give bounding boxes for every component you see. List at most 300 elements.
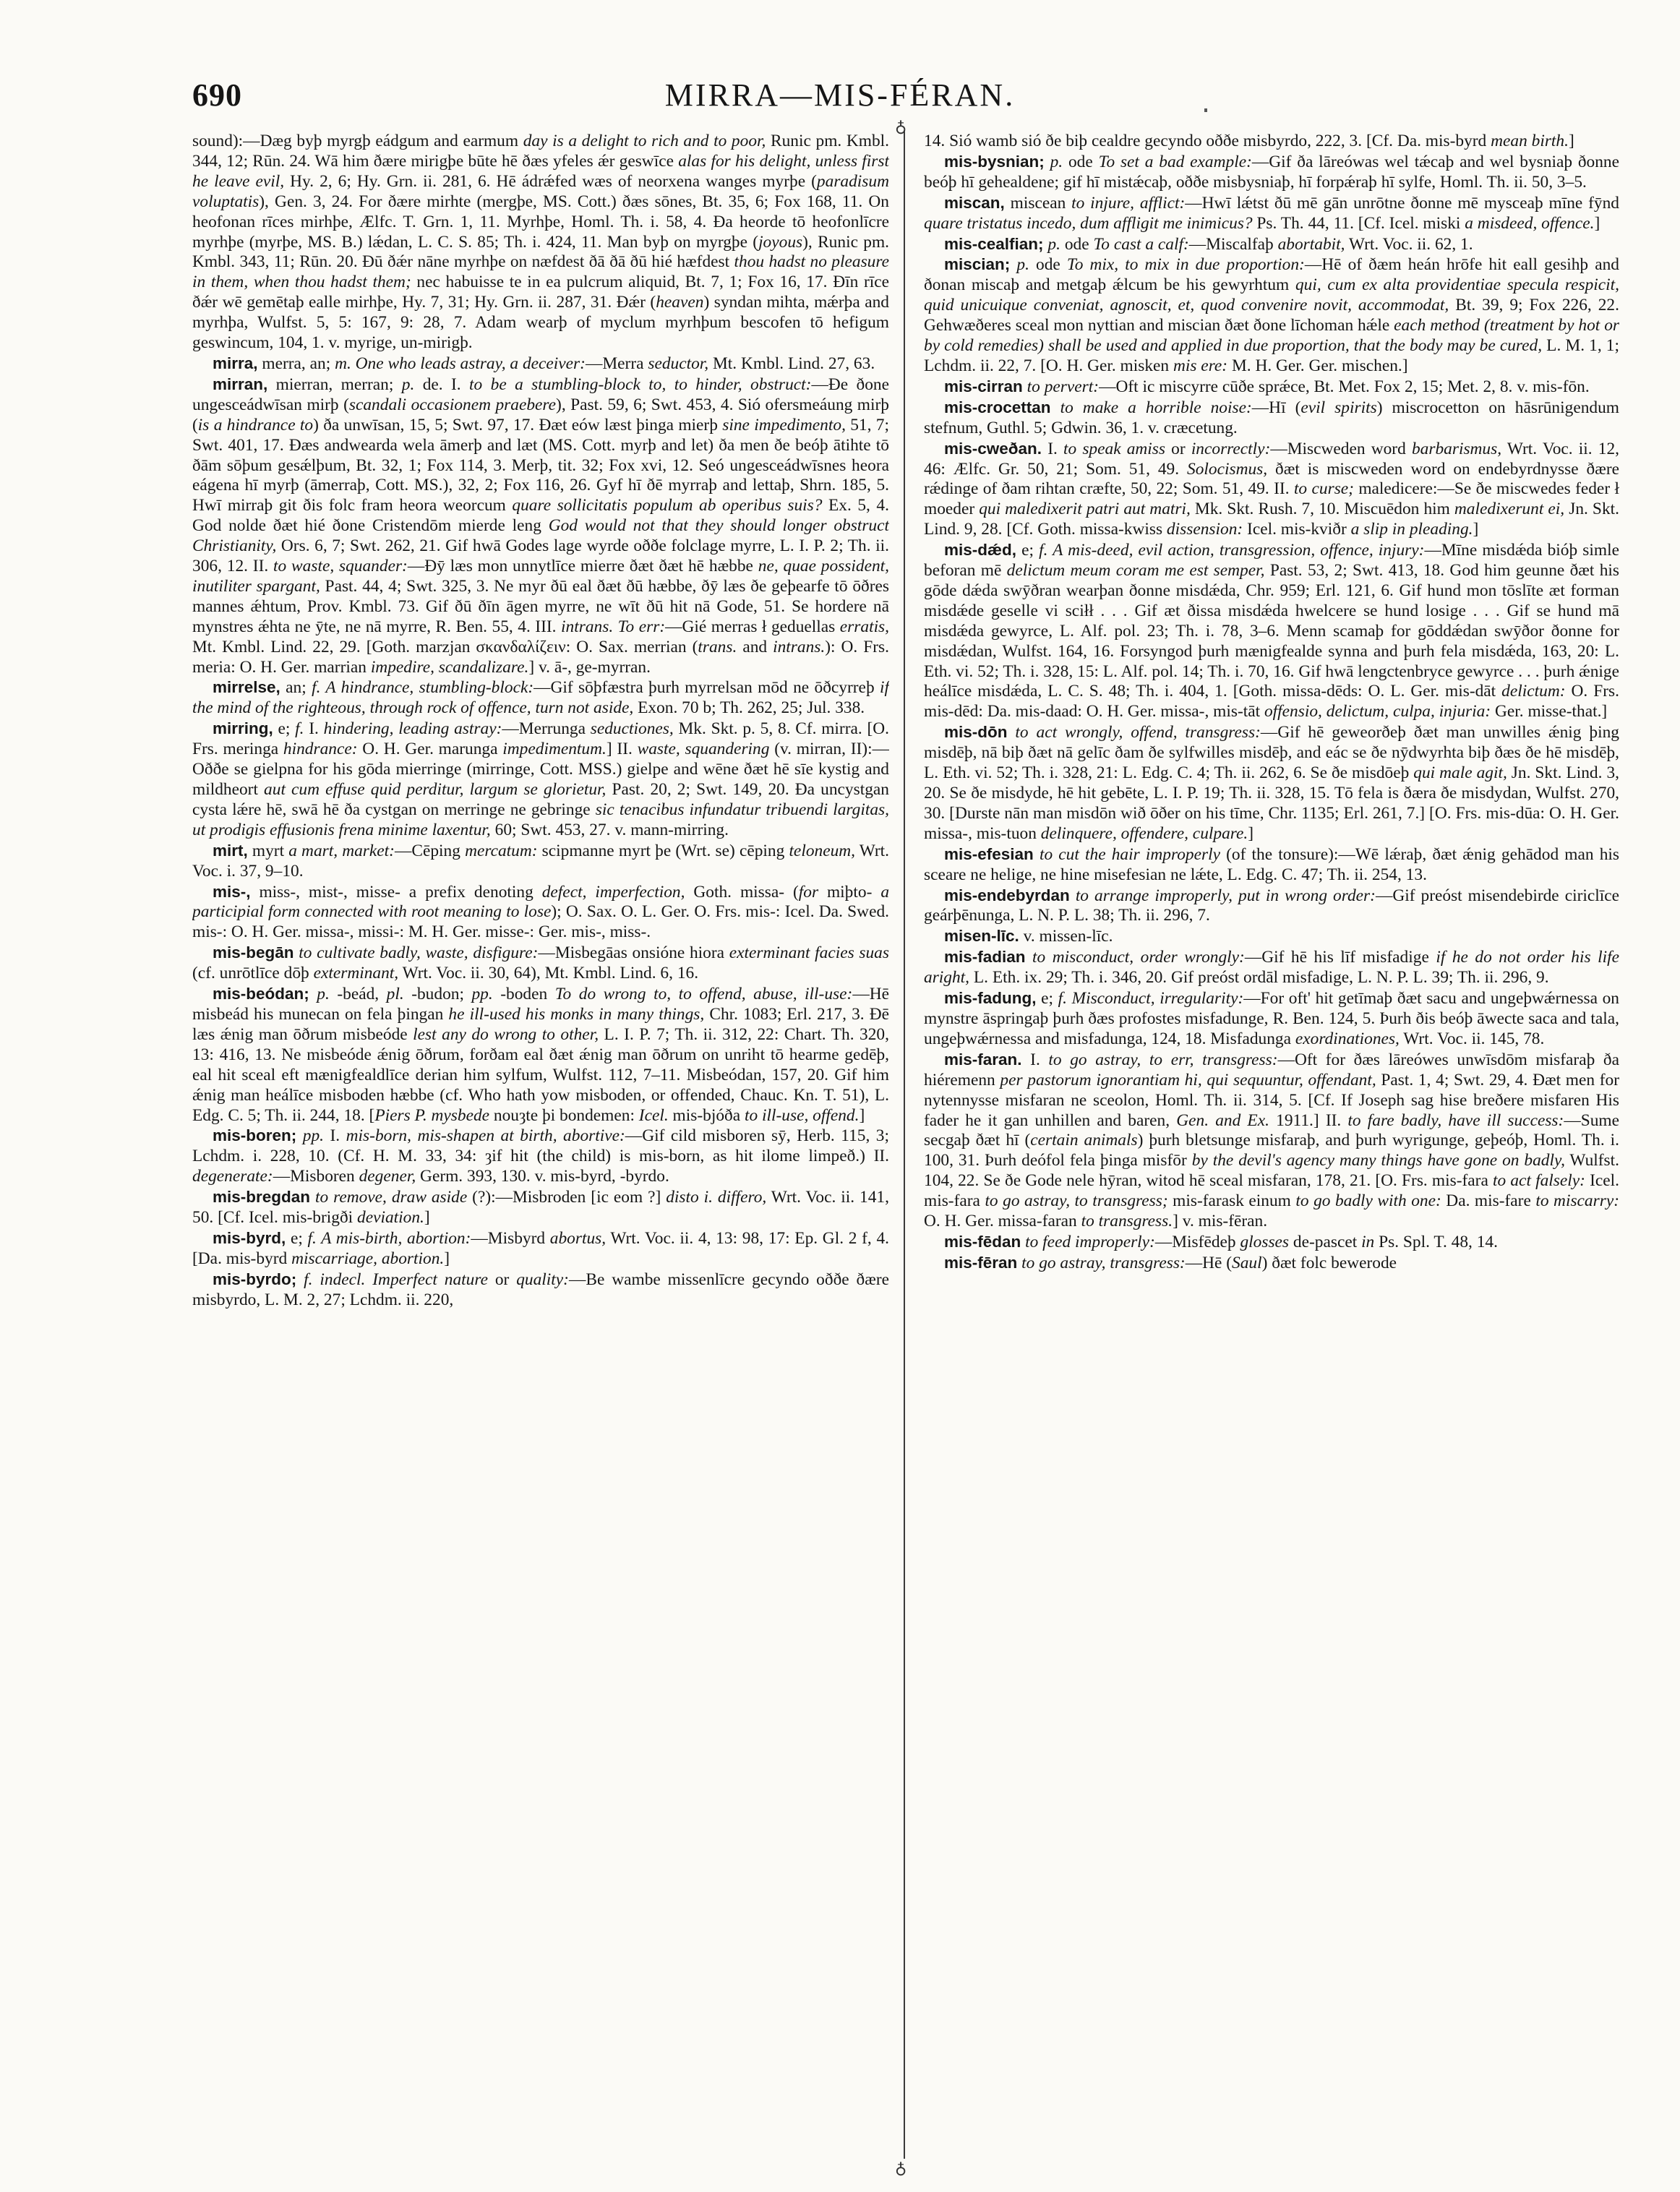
right-column xyxy=(924,132,1619,2149)
italic-gloss: sic tenacibus infundatur tribuendi largitas, ut prodigis effusionis frena minime laxentur, xyxy=(192,800,889,839)
dictionary-entry xyxy=(924,926,1619,947)
column-rule xyxy=(904,130,905,2159)
entry-text: —Miscalfaþ xyxy=(1188,234,1278,254)
italic-gloss: degenerate: xyxy=(192,1167,273,1186)
italic-gloss: dissension: xyxy=(1166,520,1243,539)
entry-text: (cf. unrōtlīce dōþ xyxy=(192,964,314,983)
entry-text: ), Runic pm. Kmbl. 343, 11; Rūn. 20. Ðū ðǽr nāne myrhþe on næfdest ðā ðā ðū hié hæfdest xyxy=(192,232,889,272)
italic-gloss: Saul xyxy=(1232,1253,1262,1272)
dictionary-entry xyxy=(924,1253,1619,1274)
entry-text: ) syndan mihta, mǽrþa and myrhþa, Wulfst. 5, 5: 167, 9: 28, 7. Adam wearþ of myclum myrhþum bescofen tō hefigum geswincum, 104, 1. v. myrige, un-mirigþ. xyxy=(192,293,889,353)
italic-gloss: to waste, squander: xyxy=(273,557,408,576)
italic-gloss: pl. xyxy=(386,985,404,1004)
entry-text: ] v. ā-, ge-myrran. xyxy=(528,657,651,677)
entry-text: Mk. Skt. p. 5, 8. Cf. mirra. [O. Frs. meringa xyxy=(192,719,889,759)
dictionary-entry xyxy=(924,254,1619,376)
entry-text: Icel. mis-kviðr xyxy=(1243,520,1351,539)
printer-dot xyxy=(1204,108,1207,112)
italic-gloss: if the mind of the righteous, through rock of offence, turn not aside, xyxy=(192,678,889,718)
dictionary-entry xyxy=(192,1126,889,1187)
entry-text: Wulfst. 104, 22. Se ðe Gode nele hȳran, witod hē sceal misfaran, 178, 21. [O. Frs. mis-fara xyxy=(924,1151,1619,1191)
italic-gloss: deviation. xyxy=(357,1208,424,1228)
entry-text: —Gif sōþfæstra þurh myrrelsan mōd ne ōðcyrreþ xyxy=(533,678,880,698)
entry-text: Ps. Spl. T. 48, 14. xyxy=(1374,1232,1498,1251)
headword: mis-crocettan xyxy=(944,398,1051,416)
italic-gloss: glosses xyxy=(1240,1232,1290,1251)
entry-text: L. I. P. 7; Th. ii. 312, 22: Chart. Th. 320, 13: 416, 13. Ne misbeóde ǽnig ōðrum, forðam eal ðæt ǽnig man ōðrum on unriht tō hearme gedēþ, eal hit sceal eft mænigfealdlīce derian him sylfum, Wulfst. 112, 7–11. Misbeódan, 157, 20. Gif him ǽnig man heálīce misboden hæbbe (cf. Who hath yow misboden, or offended, Chauc. Kn. T. 51), L. Edg. C. 5; Th. ii. 244, 18. [ xyxy=(192,1024,889,1125)
entry-text: ] xyxy=(859,1105,865,1125)
italic-gloss: pp. xyxy=(302,1126,325,1146)
dictionary-entry xyxy=(924,1050,1619,1232)
dictionary-entry xyxy=(924,398,1619,439)
italic-gloss: Gen. and Ex. xyxy=(1176,1110,1269,1130)
italic-gloss: God would not that they should longer obstruct Christianity, xyxy=(192,516,889,556)
italic-gloss: mean birth. xyxy=(1491,132,1569,150)
entry-text: ode xyxy=(1063,152,1099,171)
entry-text xyxy=(1045,153,1050,171)
entry-text: L. Eth. ix. 29; Th. i. 346, 20. Gif preóst ordāl misfadige, L. N. P. L. 39; Th. ii. 296, 9. xyxy=(969,968,1549,988)
italic-gloss: for xyxy=(798,882,819,902)
headword: mirran, xyxy=(213,374,268,393)
dictionary-entry xyxy=(924,132,1619,152)
entry-text: Past. 53, 2; Swt. 413, 18. God him geunne ðæt his gōde dǽda swȳðran wearþan ðonne misdǽda, Chr. 959; Erl. 121, 6. Gif hund mon tōslīte æt forman misdǽde geselle vi sciłł . . . Gif æt ðissa misdǽda hwelcere se hund losige . . . Gif se hund mā misdǽda gewyrce, L. Alf. pol. 23; Th. i. 78, 3–6. Menn scamaþ for gōddǽdan swȳðor ðonne for misdǽdan, Wulfst. 164, 16. Forsyngod þurh mænigfealde synna and þurh fela misdǽda, 163, 20: L. Eth. vi. 52; Th. i. 328, 15: L. Alf. pol. 14; Th. i. 70, 16. Gif hwā lengctenbryce gewyrce . . . þurh ǽnige heálīce misdǽda, L. C. S. 48; Th. i. 404, 1. [Goth. missa-dēds: O. L. Ger. mis-dāt xyxy=(924,561,1619,701)
headword: mis-boren; xyxy=(213,1126,297,1145)
entry-text: Mt. Kmbl. Lind. 22, 29. [Goth. marzjan σκανδαλίζειν: O. Sax. merrian ( xyxy=(192,637,698,656)
italic-gloss: seductiones, xyxy=(590,719,674,739)
italic-gloss: to pervert: xyxy=(1027,377,1100,396)
headword: mis-begān xyxy=(213,943,294,962)
entry-text: miss-, mist-, misse- a prefix denoting xyxy=(250,882,542,902)
italic-gloss: to cut the hair improperly xyxy=(1039,844,1220,864)
entry-text: and xyxy=(737,637,773,656)
italic-gloss: mis ere: xyxy=(1173,356,1228,375)
entry-text: —For oft' hit getīmaþ ðæt sacu and ungeþwǽrnessa on mynstre āspringaþ þurh ðæs profostes misfadunge, R. Ben. 124, 5. Þurh ðis beóþ āwecte saca and tala, ungeþwǽrnessa and misfadunga, 124, 18. Misfadunga xyxy=(924,989,1619,1048)
entry-text: —Miscweden word xyxy=(1270,439,1412,458)
entry-text: Wrt. Voc. ii. 30, 64), Mt. Kmbl. Lind. 6, 16. xyxy=(398,964,699,983)
italic-gloss: exordinationes, xyxy=(1295,1029,1400,1048)
italic-gloss: a participial form connected with root meaning to lose xyxy=(192,882,889,922)
dictionary-entry xyxy=(924,844,1619,886)
entry-text: —Sume secgaþ ðæt hī ( xyxy=(924,1110,1619,1150)
entry-text: merra, an; xyxy=(257,354,335,373)
entry-text: ] xyxy=(444,1249,450,1268)
entry-text: —Misfēdeþ xyxy=(1154,1232,1240,1251)
italic-gloss: p. xyxy=(1016,255,1029,275)
italic-gloss: thou hadst no pleasure in them, when thou hadst them; xyxy=(192,252,889,292)
italic-gloss: incorrectly: xyxy=(1191,439,1271,458)
headword: mis-fadung, xyxy=(944,989,1037,1008)
italic-gloss: a misdeed, offence. xyxy=(1465,213,1595,233)
italic-gloss: m. One who leads astray, a deceiver: xyxy=(335,354,586,373)
entry-text: -budon; xyxy=(403,985,472,1004)
entry-text: I. xyxy=(324,1126,346,1146)
entry-text xyxy=(310,1188,315,1207)
entry-text: Mk. Skt. Rush. 7, 10. Miscuēdon him xyxy=(1190,500,1454,519)
headword: mis-bregdan xyxy=(213,1188,311,1207)
entry-text: ] xyxy=(424,1208,430,1228)
entry-text: Runic pm. Kmbl. 344, 12; Rūn. 24. Wā him ðære mirigþe būte hē ðæs yfeles ǽr geswīce xyxy=(192,132,889,171)
entry-text: —Gié merras ł geduellas xyxy=(665,617,840,636)
entry-text: ): O. Frs. meria: O. H. Ger. marrian xyxy=(192,637,889,677)
italic-gloss: trans. xyxy=(698,637,737,656)
dictionary-entry xyxy=(192,1228,889,1270)
entry-text: —Hē misbeád his munecan on fela þingan xyxy=(192,985,889,1024)
entry-text: Wrt. Voc. ii. 62, 1. xyxy=(1345,234,1473,254)
entry-text: —Merrunga xyxy=(502,719,591,739)
entry-text: —Oft for ðæs lāreówes unwīsdōm misfaraþ ða hiéremenn xyxy=(924,1050,1619,1089)
headword: mis-dǽd, xyxy=(944,541,1017,560)
italic-gloss: barbarismus, xyxy=(1411,439,1502,458)
dictionary-entry xyxy=(924,988,1619,1050)
entry-text: ] xyxy=(1473,520,1479,539)
italic-gloss: impedire, scandalizare. xyxy=(370,657,529,677)
italic-gloss: quare tristatus incedo, dum affligit me inimicus? xyxy=(924,213,1253,233)
entry-text: —Hī ( xyxy=(1251,398,1301,417)
italic-gloss: a mart, market: xyxy=(288,841,395,860)
entry-text: —Gif hē his līf misfadige xyxy=(1244,948,1436,967)
headword: mirring, xyxy=(213,719,273,738)
headword: mis-cirran xyxy=(944,377,1023,395)
headword: mis-cealfian; xyxy=(944,234,1044,253)
entry-text: —Oft ic miscyrre cūðe sprǽce, Bt. Met. Fox 2, 15; Met. 2, 8. v. mis-fōn. xyxy=(1099,377,1590,396)
entry-text: ode xyxy=(1029,255,1067,275)
italic-gloss: to cultivate badly, waste, disfigure: xyxy=(299,943,539,963)
entry-text: —Gif cild misboren sȳ, Herb. 115, 3; Lchdm. i. 228, 10. (Cf. H. M. 33, 34: ȝif hit (the child) is mis-born, as hit ilome limpeð.) II. xyxy=(192,1126,889,1166)
entry-text: Ex. 5, 4. God nolde ðæt hié ðone Cristendōm mierde leng xyxy=(192,496,889,536)
italic-gloss: hindrance: xyxy=(283,740,358,759)
entry-text: (?):—Misbroden [ic eom ?] xyxy=(467,1188,667,1207)
entry-text: Wrt. Voc. ii. 141, 50. [Cf. Icel. mis-brigði xyxy=(192,1188,889,1228)
entry-text: Past. 1, 4; Swt. 29, 4. Ðæt men for nytennysse misfaran ne sceolon, Homl. Th. ii. 314, 5. [Cf. If Joseph sag hise breðere misfaren His fader he it gan unhillen and baren, xyxy=(924,1070,1619,1130)
italic-gloss: exterminant, xyxy=(313,964,399,983)
entry-text: 1911.] II. xyxy=(1269,1110,1348,1130)
italic-gloss: Icel. xyxy=(638,1105,669,1125)
headword: mis-byrdo; xyxy=(213,1270,297,1288)
entry-text xyxy=(296,1126,303,1145)
entry-text: Wrt. Voc. ii. 4, 13: 98, 17: Ep. Gl. 2 f, 4. [Da. mis-byrd xyxy=(192,1228,889,1268)
italic-gloss: Piers P. mysbede xyxy=(374,1105,490,1125)
entry-text: maledicere:—Se ðe miscwedes feder ł moeder xyxy=(924,479,1619,519)
entry-text: 60; Swt. 453, 27. v. mann-mirring. xyxy=(490,820,729,839)
entry-text: Mt. Kmbl. Lind. 27, 63. xyxy=(708,354,875,373)
entry-text: O. Frs. mis-dēd: Da. mis-daad: O. H. Ger. missa-, mis-tāt xyxy=(924,682,1619,722)
headword: mis-fēran xyxy=(944,1253,1018,1272)
entry-text: —Ðe ðone ungesceádwīsan mirþ ( xyxy=(192,374,889,414)
entry-text: ), Gen. 3, 24. For ðære mirhte (mergþe, MS. Cott.) ðæs sōnes, Bt. 35, 6; Fox 168, 11. On heofonan rīces mirhþe, Ælfc. T. Grn. 1, 11. Myrhþe, Homl. Th. i. 58, 4. Ða heorde tō heofonlīcre myrhþe (myrþe, MS. B.) lǽdan, L. C. S. 85; Th. i. 424, 11. Man byþ on myrgþe ( xyxy=(192,192,889,252)
italic-gloss: delictum meum coram me est semper, xyxy=(1006,561,1265,581)
entry-text: —Hē of ðæm heán hrōfe hit eall gesihþ and ðonan miscaþ and metgaþ ǽlcum be his gewyrhtum xyxy=(924,255,1619,295)
headword: mis-efesian xyxy=(944,844,1034,863)
entry-text: Da. mis-fare xyxy=(1441,1191,1536,1211)
italic-gloss: maledixerunt ei, xyxy=(1454,500,1565,519)
entry-text: Ger. misse-that.] xyxy=(1491,702,1608,722)
entry-text: ode xyxy=(1060,234,1094,254)
entry-text: I. xyxy=(304,719,324,739)
entry-text: nec habuisse te in ea pulcrum aliquid, Bt. 7, 1; Fox 16, 17. Ðīn rīce ðǽr wē gemētaþ ealle mirhþe, Hy. 7, 31; Hy. Grn. ii. 287, 31. Ðǽr ( xyxy=(192,273,889,312)
italic-gloss: qui, cum ex alta providentiae specula respicit, quid unicuique conveniat, agnoscit, et, quod convenire novit, accommodat, xyxy=(924,275,1619,315)
italic-gloss: scandali occasionem praebere xyxy=(348,395,557,414)
entry-text: —Misboren xyxy=(273,1167,359,1186)
italic-gloss: exterminant facies suas xyxy=(729,943,889,963)
italic-gloss: to remove, draw aside xyxy=(314,1188,468,1207)
entry-text: —Gif ða lāreówas wel tǽcaþ and wel bysniaþ ðonne beóþ hī gehealdene; gif hī mistǽcaþ, oððe misbysniaþ, hī forpǽraþ hī sylfe, Homl. Th. ii. 50, 3–5. xyxy=(924,152,1619,192)
entry-text: ); O. Sax. O. L. Ger. O. Frs. mis-: Icel. Da. Swed. mis-: O. H. Ger. missa-, missi-: M. H. Ger. misse-: Ger. mis-, miss-. xyxy=(192,902,889,942)
dictionary-entry xyxy=(924,152,1619,193)
italic-gloss: f. xyxy=(295,719,304,739)
dictionary-entry xyxy=(192,841,889,882)
italic-gloss: evil spirits xyxy=(1300,398,1377,417)
entry-text: de. I. xyxy=(414,374,470,394)
headword: mis-endebyrdan xyxy=(944,886,1070,904)
dictionary-entry xyxy=(924,722,1619,844)
dictionary-entry xyxy=(924,439,1619,541)
italic-gloss: p. xyxy=(1047,234,1060,254)
italic-gloss: degener, xyxy=(359,1167,416,1186)
italic-gloss: to be a stumbling-block to, to hinder, obstruct: xyxy=(469,374,812,394)
headword: mis-fēdan xyxy=(944,1232,1021,1251)
italic-gloss: certain animals xyxy=(1030,1131,1138,1150)
italic-gloss: joyous xyxy=(758,232,803,252)
dictionary-entry xyxy=(924,193,1619,234)
entry-text: mis-bjóða xyxy=(668,1105,745,1125)
entry-text: mis-farask einum xyxy=(1167,1191,1296,1211)
italic-gloss: hindering, leading astray: xyxy=(323,719,502,739)
dictionary-entry xyxy=(924,377,1619,398)
entry-text: —Ðȳ læs mon unnytlīce mierre ðæt ðæt hē hæbbe xyxy=(407,557,758,576)
italic-gloss: mercatum: xyxy=(465,841,538,860)
entry-text: ] II. xyxy=(606,740,638,759)
running-head: MIRRA—MIS-FÉRAN. xyxy=(664,77,1016,113)
entry-text: Bt. 39, 9; Fox 226, 22. Gehwæðeres sceal mon nyttian and miscian ðæt ðone līchoman hǽle xyxy=(924,296,1619,335)
italic-gloss: seductor, xyxy=(648,354,709,373)
dictionary-entry xyxy=(924,947,1619,988)
italic-gloss: to act falsely: xyxy=(1493,1171,1585,1191)
italic-gloss: is a hindrance to xyxy=(197,415,314,434)
entry-text: M. H. Ger. Ger. mischen.] xyxy=(1227,356,1408,375)
italic-gloss: Solocismus, xyxy=(1187,459,1268,479)
dictionary-entry xyxy=(192,132,889,354)
entry-text: Jn. Skt. Lind. 3, 20. Se ðe misdyde, hē hit gebēte, L. I. P. 19; Th. ii. 328, 15. Tō fela is ðæra ðe misdydan, Wulfst. 270, 30. [Durste nān man misdōn wið ōðer on his tīme, Chr. 1135; Erl. 261, 7.] [O. Frs. mis-dūa: O. H. Ger. missa-, mis-tuon xyxy=(924,763,1619,843)
dictionary-entry xyxy=(192,943,889,984)
headword: mis-cweðan. xyxy=(944,439,1042,458)
italic-gloss: per pastorum ignorantiam hi, qui sequuntur, offendant, xyxy=(1000,1070,1376,1089)
entry-text: or xyxy=(1165,439,1191,458)
gutter-mark-top: ♁ xyxy=(895,120,907,138)
headword: mis-fadian xyxy=(944,948,1026,967)
italic-gloss: alas for his delight, unless first he leave evil, xyxy=(192,151,889,191)
italic-gloss: quare sollicitatis populum ab operibus suis? xyxy=(512,496,823,515)
entry-text: e; xyxy=(1016,541,1040,560)
entry-text: Germ. 393, 130. v. mis-byrd, -byrdo. xyxy=(416,1167,669,1186)
italic-gloss: abortabit, xyxy=(1277,234,1345,254)
italic-gloss: lest any do wrong to other, xyxy=(413,1024,599,1044)
entry-text: ðæt is miscweden word on endebyrdnysse ðære rǽdinge of ðam rihtan cræfte, 50, 22; Som. 51, 49. II. xyxy=(924,459,1619,499)
italic-gloss: delinquere, offendere, culpare. xyxy=(1040,823,1248,843)
entry-text xyxy=(309,985,317,1003)
italic-gloss: sine impedimento, xyxy=(722,415,846,434)
entry-text: I. xyxy=(1042,439,1063,458)
italic-gloss: in xyxy=(1361,1232,1375,1251)
italic-gloss: f. A mis-birth, abortion: xyxy=(307,1228,471,1248)
entry-text: Ors. 6, 7; Swt. 262, 21. Gif hwā Godes lage wyrde oððe folclage myrre, L. I. P. 2; Th. ii. 306, 12. II. xyxy=(192,536,889,576)
entry-text: mierran, merran; xyxy=(267,374,402,394)
headword: mis-, xyxy=(213,882,251,901)
italic-gloss: if he do not order his life aright, xyxy=(924,948,1619,988)
italic-gloss: To do wrong to, to offend, abuse, ill-use: xyxy=(554,985,853,1004)
italic-gloss: to ill-use, offend. xyxy=(744,1105,860,1125)
entry-text: scipmanne myrt þe (Wrt. se) cēping xyxy=(537,841,789,860)
italic-gloss: f. Misconduct, irregularity: xyxy=(1058,989,1244,1009)
italic-gloss: intrans. To err: xyxy=(561,617,666,636)
entry-text: —Misbyrd xyxy=(471,1228,550,1248)
italic-gloss: f. indecl. Imperfect nature xyxy=(304,1270,488,1289)
headword: mis-byrd, xyxy=(213,1228,286,1247)
entry-text: O. H. Ger. missa-faran xyxy=(924,1212,1081,1231)
italic-gloss: heaven xyxy=(656,293,704,312)
headword: mirt, xyxy=(213,841,248,860)
italic-gloss: day is a delight to rich and to poor, xyxy=(523,132,766,150)
italic-gloss: abortus, xyxy=(549,1228,607,1248)
dictionary-entry xyxy=(924,234,1619,255)
italic-gloss: miscarriage, abortion. xyxy=(291,1249,445,1268)
entry-text: Wrt. Voc. ii. 145, 78. xyxy=(1399,1029,1545,1048)
entry-text: ] v. mis-fēran. xyxy=(1173,1212,1268,1231)
italic-gloss: To mix, to mix in due proportion: xyxy=(1066,255,1305,275)
headword: mis-beódan; xyxy=(213,985,309,1003)
italic-gloss: to go badly with one: xyxy=(1295,1191,1441,1211)
entry-text: e; xyxy=(1036,989,1058,1009)
italic-gloss: p. xyxy=(317,985,330,1004)
italic-gloss: f. A hindrance, stumbling-block: xyxy=(312,678,534,698)
dictionary-entry xyxy=(924,540,1619,722)
entry-text: Wrt. Voc. i. 37, 9–10. xyxy=(192,841,889,881)
entry-text: -beád, xyxy=(329,985,387,1004)
headword: mis-faran. xyxy=(944,1050,1022,1069)
italic-gloss: teloneum, xyxy=(789,841,856,860)
gutter-mark-bottom: ♁ xyxy=(895,2162,907,2180)
italic-gloss: impedimentum. xyxy=(502,740,607,759)
italic-gloss: to go astray, to err, transgress: xyxy=(1048,1050,1278,1069)
entry-text: Wrt. Voc. ii. 12, 46: Ælfc. Gr. 50, 21; Som. 51, 49. xyxy=(924,439,1619,479)
italic-gloss: defect, imperfection, xyxy=(541,882,685,902)
entry-text: O. H. Ger. marunga xyxy=(357,740,503,759)
italic-gloss: ne, quae possident, inutiliter spargant, xyxy=(192,557,889,596)
entry-text: (v. mirran, II):—Oððe se gielpna for his gōda mierringe (mirringe, Cott. MSS.) gielpe and wēne ðæt hē sīe kystig and mildheort xyxy=(192,740,889,799)
entry-text: (of the tonsure):—Wē lǽraþ, ðæt ǽnig gehādod man his sceare ne helige, ne hine misefesian ne lǽte, L. Edg. C. 47; Th. ii. 254, 13. xyxy=(924,844,1619,884)
italic-gloss: To set a bad example: xyxy=(1098,152,1252,171)
entry-text: Exon. 70 b; Th. 262, 25; Jul. 338. xyxy=(633,698,865,718)
italic-gloss: to go astray, to transgress; xyxy=(985,1191,1168,1211)
italic-gloss: f. A mis-deed, evil action, transgression, offence, injury: xyxy=(1039,541,1425,560)
entry-text: ) þurh bletsunge misfaraþ, and þurh wyrigunge, geþeóþ, Homl. Th. i. 100, 31. Þurh deófol fela þinga misfōr xyxy=(924,1131,1619,1170)
entry-text: miscean xyxy=(1004,193,1072,213)
entry-text: I. xyxy=(1021,1050,1049,1069)
entry-text: 51, 7; Swt. 401, 17. Ðæs andwearda wela āmerþ and læt (MS. Cott. myrþ and let) ða men ðe beóþ ātihte tō ðām sōþum gesǽlþum, Bt. 32, 1; Fox 114, 3. Merþ, tit. 32; Fox xvi, 12. Seó ungesceádwīsnes heora eágena hī myrþ (āmerraþ, Cott. MS.), 32, 2; Fox 116, 26. Gyf hī ðē myrraþ and lettaþ, Shrn. 185, 5. Hwī mirraþ git ðis folc fram heora weorcum xyxy=(192,415,889,515)
dictionary-entry xyxy=(192,374,889,678)
italic-gloss: waste, squandering xyxy=(637,740,770,759)
entry-text: or xyxy=(487,1270,517,1289)
italic-gloss: aut cum effuse quid perditur, largum se glorietur, xyxy=(264,780,607,799)
entry-text: —Cēping xyxy=(394,841,466,860)
entry-text: ) ða unwīsan, 15, 5; Swt. 97, 17. Ðæt eów læst þinga mierþ xyxy=(313,415,723,434)
entry-text: sound):—Dæg byþ myrgþ eádgum and earmum xyxy=(192,132,523,150)
entry-text: de-pascet xyxy=(1289,1232,1362,1251)
headword: mis-dōn xyxy=(944,723,1008,742)
italic-gloss: a slip in pleading. xyxy=(1350,520,1473,539)
entry-text: —Gif preóst misendebirde ciriclīce geárþēnunga, L. N. P. L. 38; Th. ii. 296, 7. xyxy=(924,886,1619,925)
entry-text: Goth. missa- ( xyxy=(685,882,799,902)
dictionary-entry xyxy=(924,1232,1619,1253)
italic-gloss: to miscarry: xyxy=(1535,1191,1619,1211)
headword: mis-bysnian; xyxy=(944,152,1045,171)
entry-text: v. missen-līc. xyxy=(1019,927,1113,946)
entry-text xyxy=(1051,398,1060,417)
dictionary-entry xyxy=(192,677,889,719)
entry-text: nouȝte þi bondemen: xyxy=(489,1105,639,1125)
entry-text: —Be wambe missenlīcre gecyndo oððe ðære misbyrdo, L. M. 2, 27; Lchdm. ii. 220, xyxy=(192,1270,889,1309)
entry-text: ] xyxy=(1594,213,1600,233)
italic-gloss: qui maledixerit patri aut matri, xyxy=(979,500,1191,519)
headword: mirrelse, xyxy=(213,678,280,697)
entry-text: miþto- xyxy=(818,882,881,902)
headword: miscan, xyxy=(944,193,1005,212)
dictionary-entry xyxy=(192,984,889,1126)
entry-text: Chr. 1083; Erl. 217, 3. Ðē læs ǽnig man ōðrum misbeóde xyxy=(192,1004,889,1044)
italic-gloss: by the devil's agency many things have gone on badly, xyxy=(1191,1151,1565,1170)
italic-gloss: to fare badly, have ill success: xyxy=(1347,1110,1564,1130)
dictionary-entry xyxy=(192,1270,889,1311)
italic-gloss: offensio, delictum, culpa, injuria: xyxy=(1264,702,1491,722)
entry-text: 14. Sió wamb sió ðe biþ cealdre gecyndo oððe misbyrdo, 222, 3. [Cf. Da. mis-byrd xyxy=(924,132,1491,150)
italic-gloss: to curse; xyxy=(1293,479,1354,499)
italic-gloss: to speak amiss xyxy=(1063,439,1166,458)
italic-gloss: to make a horrible noise: xyxy=(1060,398,1252,417)
entry-text: ] xyxy=(1248,823,1254,843)
italic-gloss: p. xyxy=(1050,152,1063,171)
italic-gloss: to feed improperly: xyxy=(1025,1232,1155,1251)
entry-text: —Merra xyxy=(585,354,648,373)
italic-gloss: To cast a calf: xyxy=(1093,234,1189,254)
italic-gloss: delictum: xyxy=(1501,682,1566,701)
italic-gloss: qui male agit, xyxy=(1413,763,1507,783)
dictionary-entry xyxy=(192,1187,889,1228)
entry-text: Past. 20, 2; Swt. 149, 20. Ða uncystgan cysta lǽre hē, swā hē ða cystgan on merringe ne gebringe xyxy=(192,780,889,819)
entry-text: ] xyxy=(1568,132,1574,150)
entry-text: -boden xyxy=(492,985,555,1004)
headword: miscian; xyxy=(944,255,1011,274)
entry-text: —Mīne misdǽda bióþ simle beforan mē xyxy=(924,541,1619,581)
entry-text: —Hwī lǽtst ðū mē gān unrōtne ðonne mē mysceaþ mīne fȳnd xyxy=(1185,193,1619,213)
entry-text: —Gif hē geweorðeþ ðæt man unwilles ǽnig þing misdēþ, nā biþ ðæt nā gelīc ðam ðe sylfwilles misdēþ, and eác se ðe nȳdwyrhta biþ ðæs ðe hē misdēþ, L. Eth. vi. 52; Th. i. 328, 21: L. Edg. C. 4; Th. ii. 262, 6. Se ðe misdōeþ xyxy=(924,723,1619,783)
italic-gloss: to misconduct, order wrongly: xyxy=(1032,948,1245,967)
italic-gloss: to arrange improperly, put in wrong order: xyxy=(1075,886,1376,905)
left-column xyxy=(192,132,889,2149)
italic-gloss: each method (treatment by hot or by cold remedies) shall be used and applied in due proportion, that the body may be cured, xyxy=(924,316,1619,356)
italic-gloss: pp. xyxy=(471,985,493,1004)
italic-gloss: to transgress. xyxy=(1081,1212,1173,1231)
entry-text xyxy=(1008,723,1016,742)
headword: mirra, xyxy=(213,354,258,372)
italic-gloss: disto i. differo, xyxy=(666,1188,767,1207)
entry-text: L. M. 1, 1; Lchdm. ii. 22, 7. [O. H. Ger. misken xyxy=(924,336,1619,375)
dictionary-entry xyxy=(924,886,1619,927)
italic-gloss: he ill-used his monks in many things, xyxy=(448,1004,705,1024)
entry-text: Jn. Skt. Lind. 9, 28. [Cf. Goth. missa-kwiss xyxy=(924,500,1619,539)
dictionary-entry xyxy=(192,354,889,374)
entry-text: e; xyxy=(286,1228,308,1248)
entry-text: ), Past. 59, 6; Swt. 453, 4. Sió ofersmeáung mirþ ( xyxy=(192,395,889,434)
italic-gloss: p. xyxy=(401,374,415,394)
